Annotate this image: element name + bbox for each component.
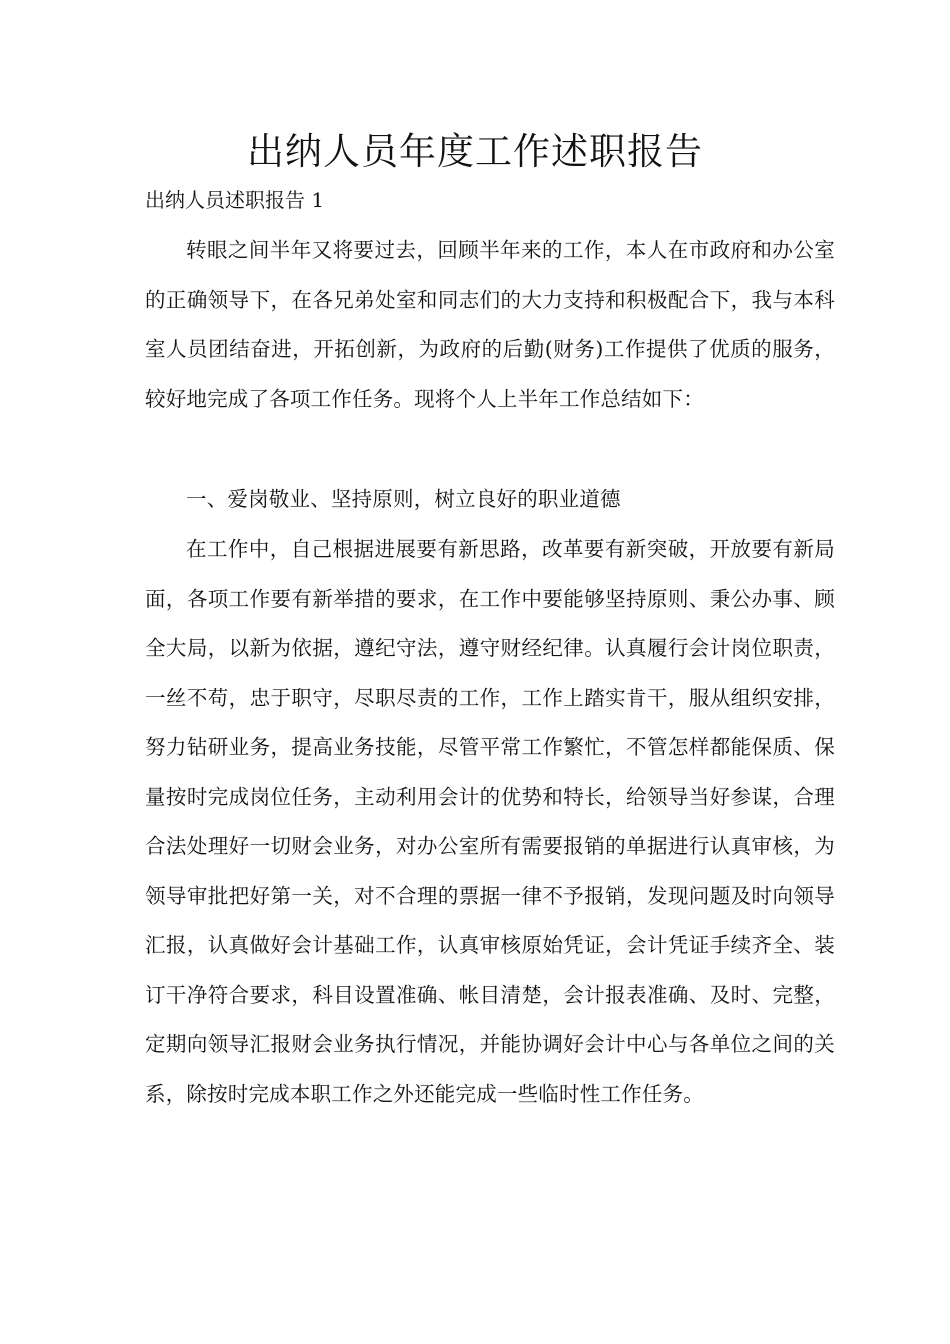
paragraph-work-details: 在工作中，自己根据进展要有新思路，改革要有新突破，开放要有新局面，各项工作要有新举措的要求，在工作中要能够坚持原则、秉公办事、顾全大局，以新为依据，遵纪守法，遵守财经纪律。认真履行会计岗位职责，一丝不苟，忠于职守，尽职尽责的工作，工作上踏实肯干，服从组织安排，努力钻研业务，提高业务技能，尽管平常工作繁忙，不管怎样都能保质、保量按时完成岗位任务，主动利用会计的优势和特长，给领导当好参谋，合理合法处理好一切财会业务，对办公室所有需要报销的单据进行认真审核，为领导审批把好第一关，对不合理的票据一律不予报销，发现问题及时向领导汇报，认真做好会计基础工作，认真审核原始凭证，会计凭证手续齐全、装订干净符合要求，科目设置准确、帐目清楚，会计报表准确、及时、完整，定期向领导汇报财会业务执行情况，并能协调好会计中心与各单位之间的关系，除按时完成本职工作之外还能完成一些临时性工作任务。	[145, 537, 835, 1106]
section-heading: 一、爱岗敬业、坚持原则，树立良好的职业道德	[186, 487, 621, 511]
document-title: 出纳人员年度工作述职报告	[247, 130, 703, 173]
document-subtitle: 出纳人员述职报告 1	[145, 188, 325, 212]
paragraph-intro: 转眼之间半年又将要过去，回顾半年来的工作，本人在市政府和办公室的正确领导下，在各兄弟处室和同志们的大力支持和积极配合下，我与本科室人员团结奋进，开拓创新，为政府的后勤(财务)工作提供了优质的服务，较好地完成了各项工作任务。现将个人上半年工作总结如下：	[145, 238, 835, 411]
